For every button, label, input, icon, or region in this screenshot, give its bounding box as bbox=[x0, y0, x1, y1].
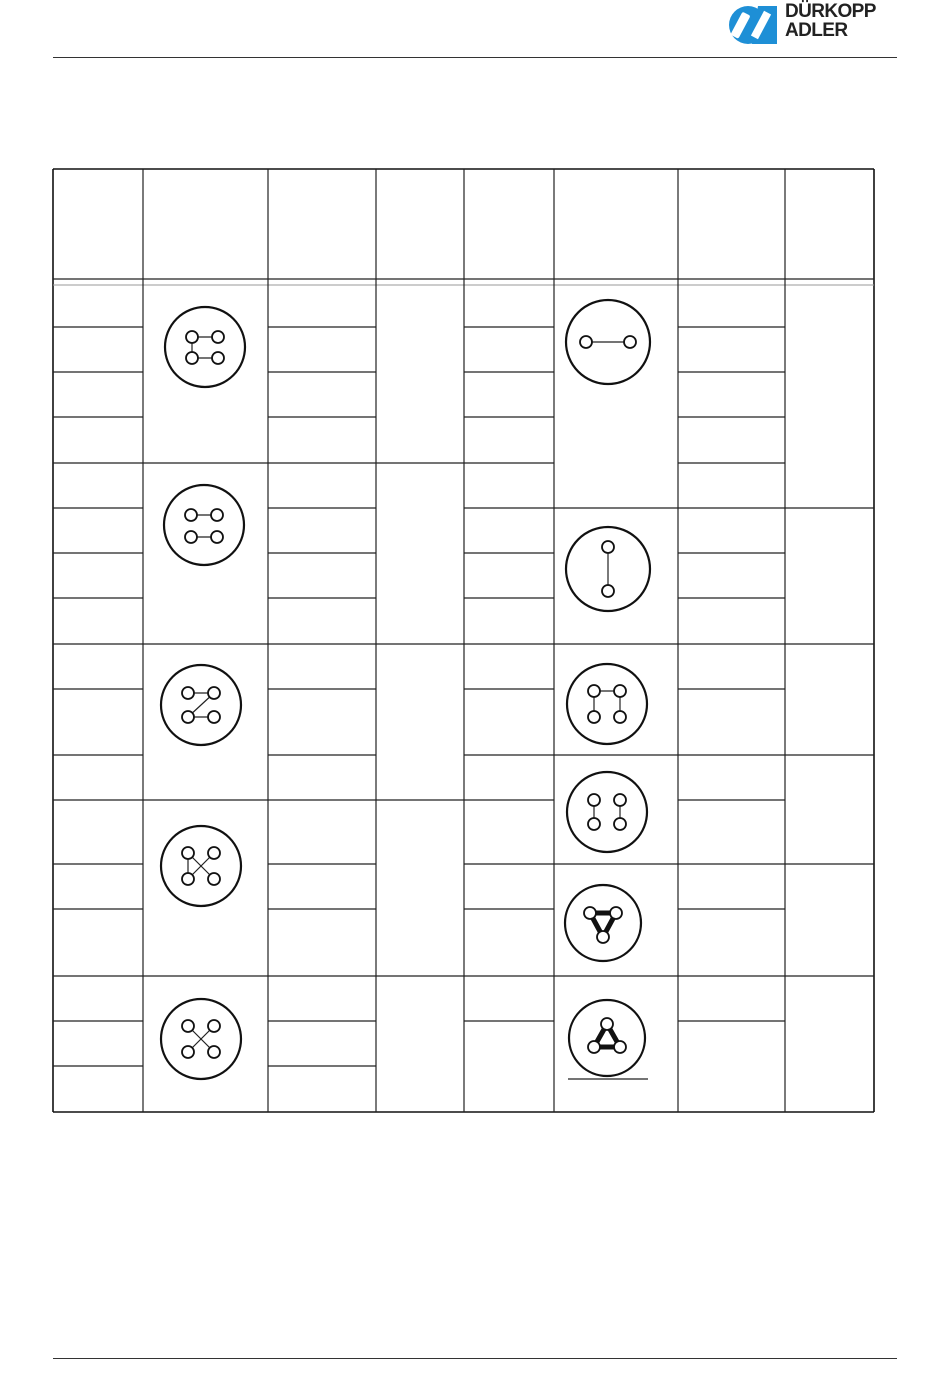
brand-line-1: DÜRKOPP bbox=[785, 1, 876, 22]
two-hole-horizontal-bar-button-icon bbox=[566, 300, 650, 384]
three-hole-triangle-down-button-icon bbox=[565, 885, 641, 961]
four-hole-connected-vertical-bars-button-icon bbox=[567, 664, 647, 744]
four-hole-vertical-bars-button-icon bbox=[567, 772, 647, 852]
three-hole-triangle-up-button-icon bbox=[568, 1000, 648, 1079]
column-dividers bbox=[143, 169, 785, 1112]
brand-line-2: ADLER bbox=[785, 20, 848, 41]
four-hole-cross-stitch-button-icon bbox=[161, 999, 241, 1079]
four-hole-two-bars-button-icon bbox=[164, 485, 244, 565]
four-hole-cross-stitch-button-icon bbox=[161, 826, 241, 906]
four-hole-two-bars-button-icon bbox=[165, 307, 245, 387]
four-hole-z-stitch-button-icon bbox=[161, 665, 241, 745]
two-hole-vertical-bar-button-icon bbox=[566, 527, 650, 611]
